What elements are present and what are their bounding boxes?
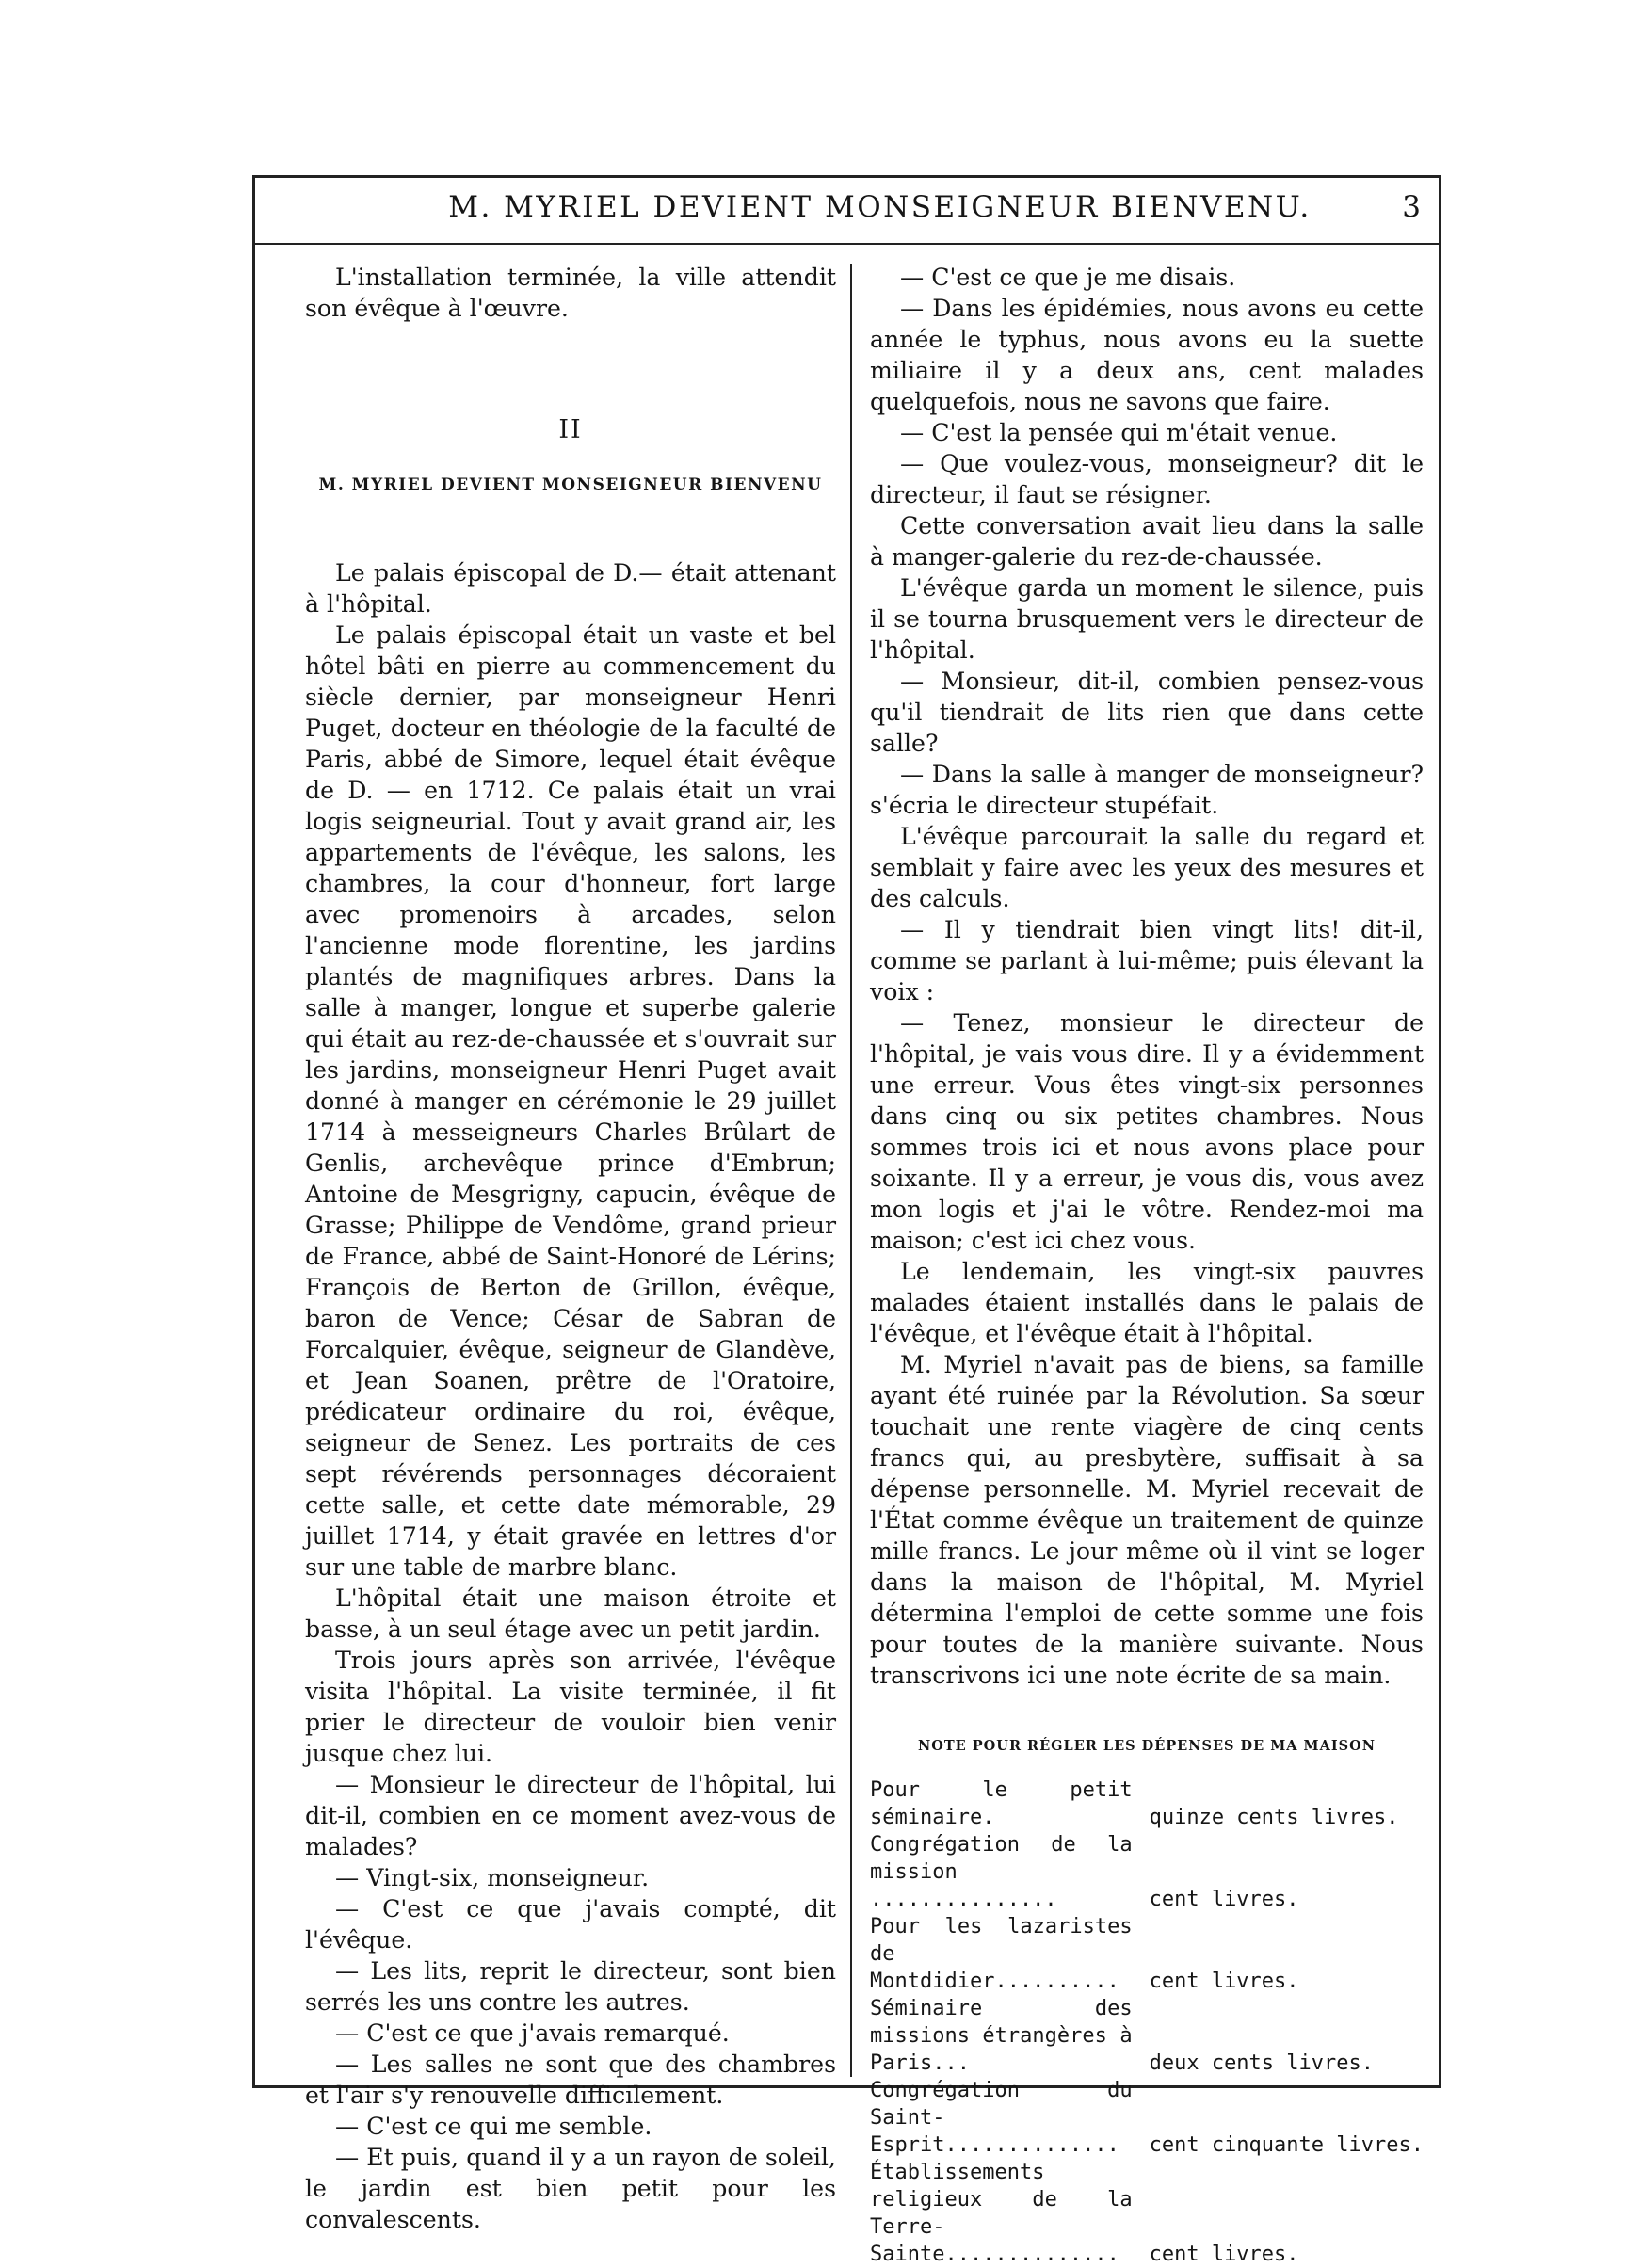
paragraph: — Les salles ne sont que des chambres et l'air s'y renouvelle difficilement. <box>305 2051 836 2109</box>
paragraph: — Dans la salle à manger de monseigneur? s'écria le directeur stupéfait. <box>870 761 1424 819</box>
expense-amount: cent livres. <box>1149 1888 1299 1911</box>
paragraph: — Tenez, monsieur le directeur de l'hôpital, je vais vous dire. Il y a évidemment une erreur. Vous êtes vingt-six personnes dans cinq ou six petites chambres. Nous sommes trois ici et nous avons place pour soixante. Il y a erreur, je vous dis, vous avez mon logis et j'ai le vôtre. Rendez-moi ma maison; c'est ici chez vous. <box>870 1009 1424 1254</box>
paragraph: — Vingt-six, monseigneur. <box>335 1864 650 1891</box>
table-row <box>870 2077 1424 2159</box>
paragraph: — C'est la pensée qui m'était venue. <box>900 419 1338 446</box>
table-row <box>870 1831 1424 1913</box>
paragraph: — Que voulez-vous, monseigneur? dit le directeur, il faut se résigner. <box>870 450 1424 508</box>
expense-amount: cent livres. <box>1149 2243 1299 2266</box>
table-row <box>870 1913 1424 1995</box>
paragraph: — C'est ce que j'avais compté, dit l'évêque. <box>305 1895 836 1954</box>
paragraph: — C'est ce que je me disais. <box>900 264 1236 291</box>
paragraph: Le palais épiscopal était un vaste et bel hôtel bâti en pierre au commencement du siècle dernier, par monseigneur Henri Puget, docteur en théologie de la faculté de Paris, abbé de Simore, lequel était évêque de D. — en 1712. Ce palais était un vrai logis seigneurial. Tout y avait grand air, les appartements de l'évêque, les salons, les chambres, la cour d'honneur, fort large avec promenoirs à arcades, selon l'ancienne mode florentine, les jardins plantés de magnifiques arbres. Dans la salle à manger, longue et superbe galerie qui était au rez-de-chaussée et s'ouvrait sur les jardins, monseigneur Henri Puget avait donné à manger en cérémonie le 29 juillet 1714 à messeigneurs Charles Brûlart de Genlis, archevêque prince d'Embrun; Antoine de Mesgrigny, capucin, évêque de Grasse; Philippe de Vendôme, grand prieur de France, abbé de Saint-Honoré de Lérins; François de Berton de Grillon, évêque, baron de Vence; César de Sabran de Forcalquier, évêque, seigneur de Glandève, et Jean Soanen, prêtre de l'Oratoire, prédicateur ordinaire du roi, évêque, seigneur de Senez. Les portraits de ces sept révérends personnages décoraient cette salle, et cette date mémorable, 29 juillet 1714, y était gravée en lettres d'or sur une table de marbre blanc. <box>305 621 836 1581</box>
paragraph: — Monsieur, dit-il, combien pensez-vous qu'il tiendrait de lits rien que dans cette salle? <box>870 668 1424 757</box>
expense-amount: quinze cents livres. <box>1149 1806 1399 1829</box>
paragraph: L'évêque garda un moment le silence, puis il se tourna brusquement vers le directeur de l'hôpital. <box>870 574 1424 664</box>
paragraph: L'hôpital était une maison étroite et basse, à un seul étage avec un petit jardin. <box>305 1584 836 1643</box>
expense-amount: deux cents livres. <box>1149 2051 1375 2075</box>
expense-item: Congrégation de la mission ............... <box>870 1833 1133 1911</box>
paragraph: Cette conversation avait lieu dans la salle à manger-galerie du rez-de-chaussée. <box>870 512 1424 571</box>
paragraph: Trois jours après son arrivée, l'évêque visita l'hôpital. La visite terminée, il fit prier le directeur de vouloir bien venir jusque chez lui. <box>305 1647 836 1767</box>
expense-item: Pour les lazaristes de Montdidier.......... <box>870 1915 1133 1993</box>
paragraph: — C'est ce qui me semble. <box>335 2113 652 2140</box>
expense-item: Établissements religieux de la Terre-Sainte.............. <box>870 2161 1133 2266</box>
paragraph: Le palais épiscopal de D.— était attenant à l'hôpital. <box>305 559 836 618</box>
paragraph: M. Myriel n'avait pas de biens, sa famille ayant été ruinée par la Révolution. Sa sœur touchait une rente viagère de cinq cents francs qui, au presbytère, suffisait à sa dépense personnelle. M. Myriel recevait de l'État comme évêque un traitement de quinze mille francs. Le jour même où il vint se loger dans la maison de l'hôpital, M. Myriel détermina l'emploi de cette somme une fois pour toutes de la manière suivante. Nous transcrivons ici une note écrite de sa main. <box>870 1351 1424 1689</box>
expense-note-title: NOTE POUR RÉGLER LES DÉPENSES DE MA MAISON <box>918 1738 1376 1754</box>
left-column <box>305 262 836 2235</box>
expense-item: Séminaire des missions étrangères à Paris... <box>870 1997 1133 2075</box>
expense-item: Pour le petit séminaire. <box>870 1778 1133 1829</box>
paragraph: — Il y tiendrait bien vingt lits! dit-il, comme se parlant à lui-même; puis élevant la voix : <box>870 916 1424 1005</box>
chapter-title: M. MYRIEL DEVIENT MONSEIGNEUR BIENVENU <box>318 475 823 494</box>
intro-paragraph: L'installation terminée, la ville attendit son évêque à l'œuvre. <box>305 264 836 322</box>
page-header <box>252 175 1441 245</box>
page-number: 3 <box>1402 190 1421 224</box>
paragraph: — Monsieur le directeur de l'hôpital, lui dit-il, combien en ce moment avez-vous de malades? <box>305 1771 836 1860</box>
paragraph: — C'est ce que j'avais remarqué. <box>335 2019 730 2047</box>
expense-amount: cent cinquante livres. <box>1149 2133 1424 2157</box>
paragraph: L'évêque parcourait la salle du regard et semblait y faire avec les yeux des mesures et des calculs. <box>870 823 1424 912</box>
table-row <box>870 1995 1424 2077</box>
paragraph: — Les lits, reprit le directeur, sont bien serrés les uns contre les autres. <box>305 1957 836 2016</box>
running-title: M. MYRIEL DEVIENT MONSEIGNEUR BIENVENU. <box>448 190 1312 224</box>
expense-item: Congrégation du Saint-Esprit.............. <box>870 2079 1133 2157</box>
table-row <box>870 2159 1424 2268</box>
right-column <box>870 262 1424 2268</box>
paragraph: — Et puis, quand il y a un rayon de soleil, le jardin est bien petit pour les convalescents. <box>305 2144 836 2233</box>
paragraph: — Dans les épidémies, nous avons eu cette année le typhus, nous avons eu la suette miliaire il y a deux ans, cent malades quelquefois, nous ne savons que faire. <box>870 295 1424 415</box>
expense-table <box>870 1777 1424 2268</box>
chapter-number: II <box>558 415 583 444</box>
paragraph: Le lendemain, les vingt-six pauvres malades étaient installés dans le palais de l'évêque, et l'évêque était à l'hôpital. <box>870 1258 1424 1347</box>
table-row <box>870 1777 1424 1831</box>
column-divider <box>850 264 852 2077</box>
expense-amount: cent livres. <box>1149 1970 1299 1993</box>
